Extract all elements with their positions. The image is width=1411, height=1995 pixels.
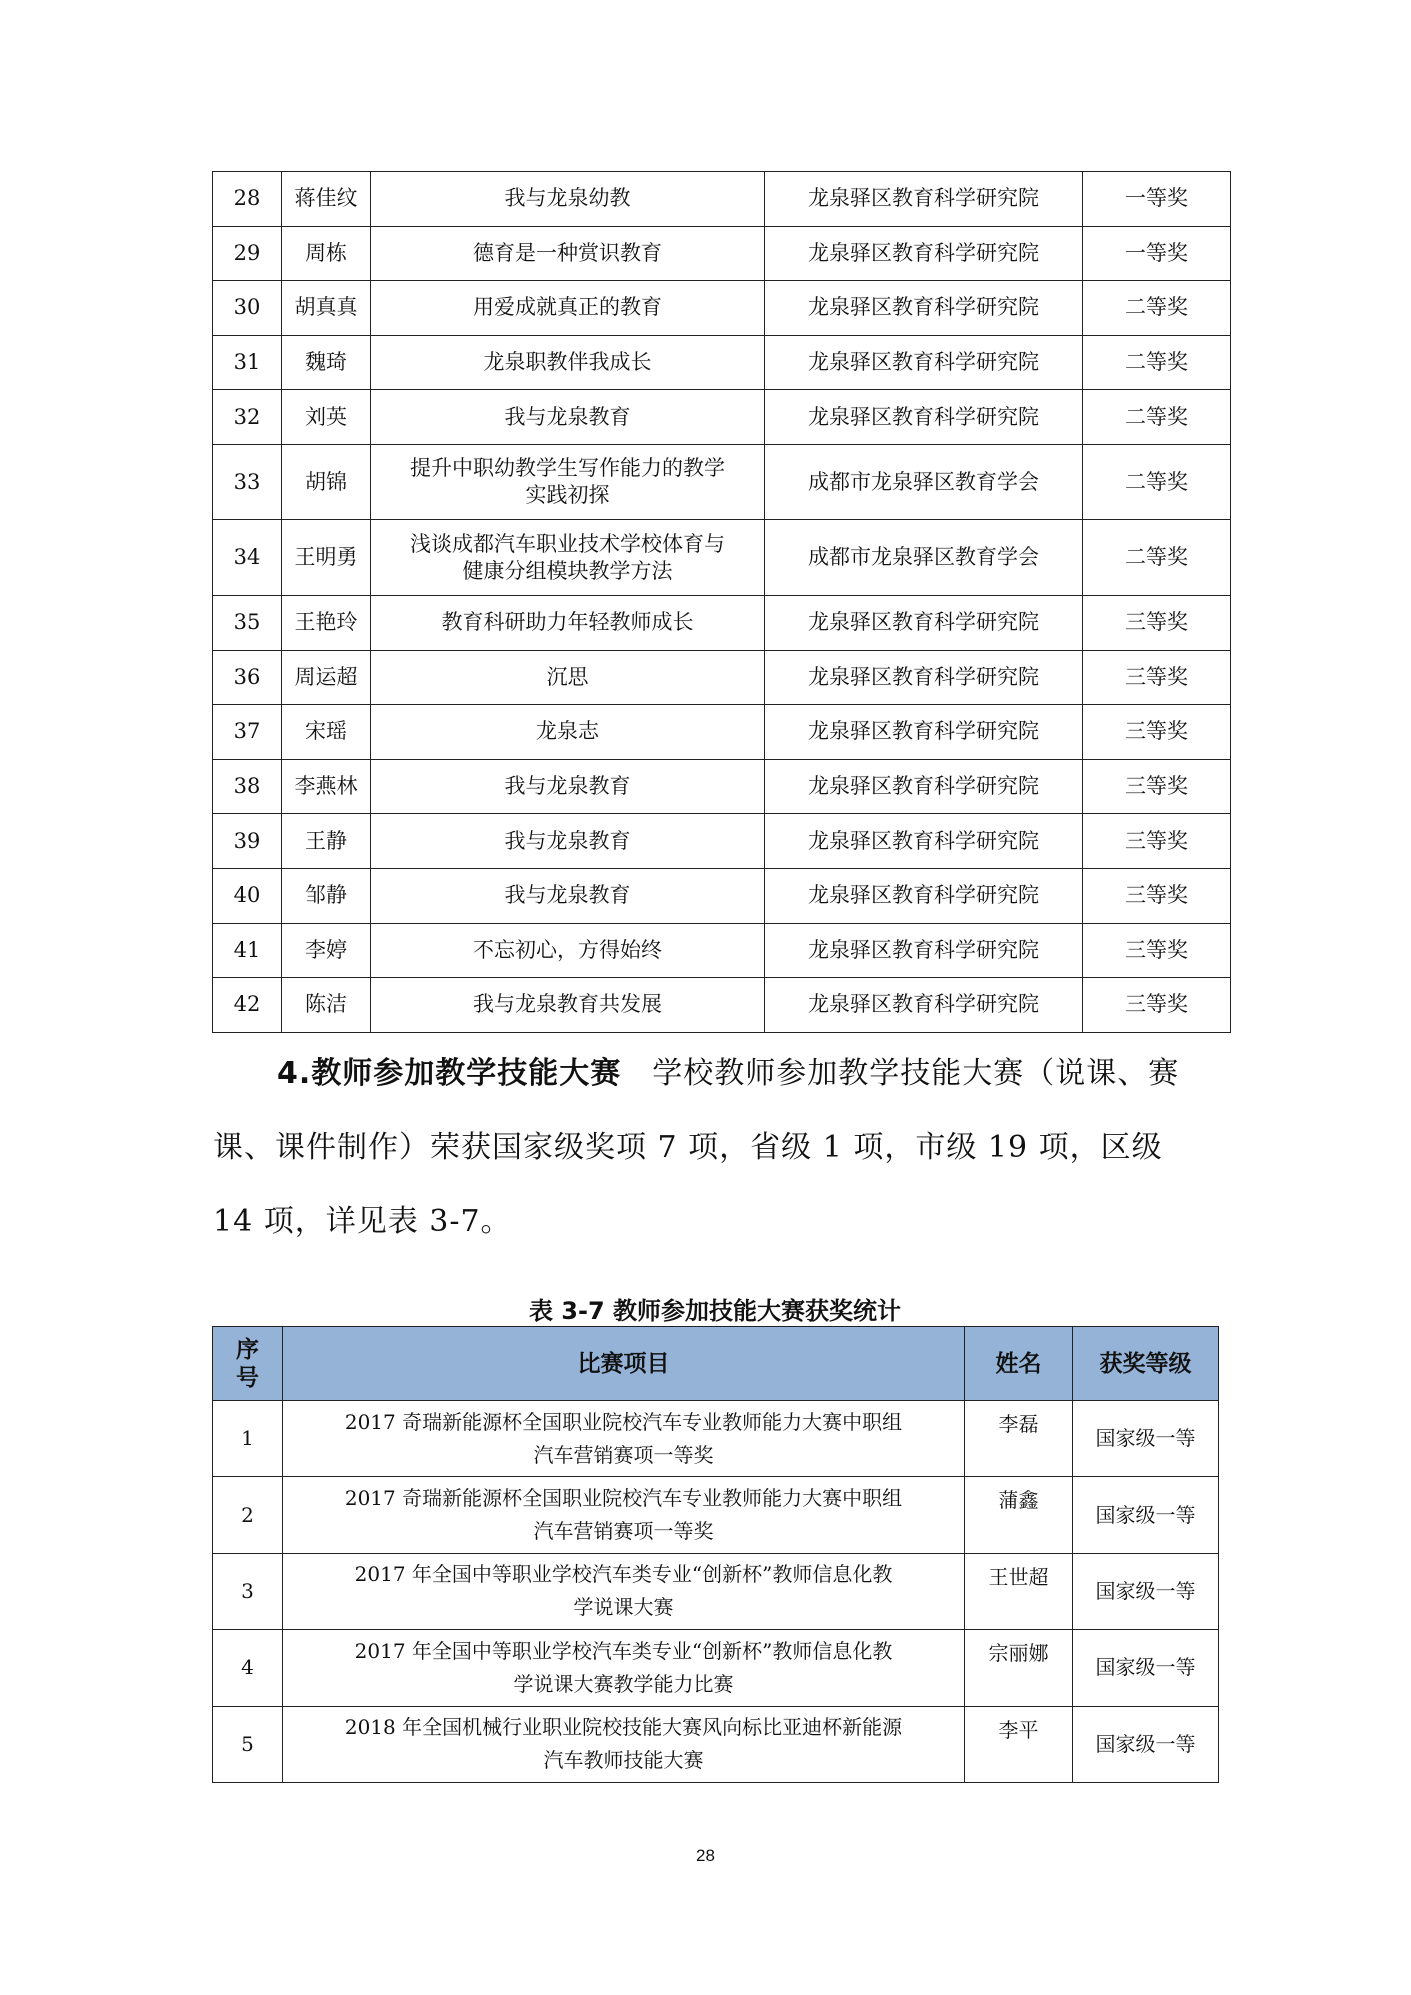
table-row — [213, 1477, 1219, 1553]
table-row — [213, 814, 1231, 869]
organizer: 龙泉驿区教育科学研究院 — [765, 281, 1083, 336]
teacher-name: 王艳玲 — [282, 595, 371, 650]
organizer: 龙泉驿区教育科学研究院 — [765, 814, 1083, 869]
row-number: 38 — [213, 759, 282, 814]
organizer: 成都市龙泉驿区教育学会 — [765, 444, 1083, 520]
table-row — [213, 444, 1231, 520]
teacher-name: 陈洁 — [282, 978, 371, 1033]
competition-project — [283, 1630, 965, 1706]
project-line: 学说课大赛教学能力比赛 — [513, 1671, 734, 1696]
section-paragraph — [213, 1037, 1213, 1259]
header-project: 比赛项目 — [283, 1327, 965, 1401]
teacher-name: 刘英 — [282, 390, 371, 445]
award-level: 三等奖 — [1083, 814, 1231, 869]
essay-title-line: 健康分组模块教学方法 — [462, 558, 673, 583]
award-level: 国家级一等 — [1073, 1553, 1219, 1629]
essay-title: 用爱成就真正的教育 — [371, 281, 765, 336]
table-row — [213, 595, 1231, 650]
teacher-name: 李婷 — [282, 923, 371, 978]
table-header-row — [213, 1327, 1219, 1401]
teacher-name: 李燕林 — [282, 759, 371, 814]
row-number: 3 — [213, 1553, 283, 1629]
table-row — [213, 868, 1231, 923]
teacher-name: 胡锦 — [282, 444, 371, 520]
row-number: 40 — [213, 868, 282, 923]
essay-title: 沉思 — [371, 650, 765, 705]
project-line: 汽车营销赛项一等奖 — [533, 1519, 714, 1544]
award-level: 三等奖 — [1083, 595, 1231, 650]
essay-title — [371, 520, 765, 596]
organizer: 成都市龙泉驿区教育学会 — [765, 520, 1083, 596]
header-number-line: 序 — [236, 1336, 259, 1363]
teacher-name: 宋瑶 — [282, 705, 371, 760]
project-line: 2017 奇瑞新能源杯全国职业院校汽车专业教师能力大赛中职组 — [344, 1486, 903, 1511]
header-number-line: 号 — [236, 1364, 259, 1391]
row-number: 31 — [213, 335, 282, 390]
competition-project — [283, 1706, 965, 1782]
teacher-name: 魏琦 — [282, 335, 371, 390]
essay-title: 龙泉职教伴我成长 — [371, 335, 765, 390]
project-line: 汽车营销赛项一等奖 — [533, 1442, 714, 1467]
essay-title: 我与龙泉教育 — [371, 868, 765, 923]
row-number: 42 — [213, 978, 282, 1033]
essay-title: 我与龙泉幼教 — [371, 172, 765, 227]
row-number: 28 — [213, 172, 282, 227]
essay-title: 我与龙泉教育 — [371, 390, 765, 445]
row-number: 5 — [213, 1706, 283, 1782]
row-number: 1 — [213, 1401, 283, 1477]
essay-title: 德育是一种赏识教育 — [371, 226, 765, 281]
organizer: 龙泉驿区教育科学研究院 — [765, 923, 1083, 978]
award-level: 三等奖 — [1083, 759, 1231, 814]
table-row — [213, 520, 1231, 596]
teacher-name: 蒋佳纹 — [282, 172, 371, 227]
essay-title: 我与龙泉教育 — [371, 814, 765, 869]
teacher-name: 李平 — [965, 1706, 1073, 1782]
essay-title — [371, 444, 765, 520]
project-line: 2018 年全国机械行业职业院校技能大赛风向标比亚迪杯新能源 — [344, 1715, 903, 1740]
award-level: 国家级一等 — [1073, 1401, 1219, 1477]
header-level: 获奖等级 — [1073, 1327, 1219, 1401]
organizer: 龙泉驿区教育科学研究院 — [765, 650, 1083, 705]
teacher-name: 李磊 — [965, 1401, 1073, 1477]
table-caption: 表 3-7 教师参加技能大赛获奖统计 — [528, 1297, 902, 1325]
table-row — [213, 390, 1231, 445]
organizer: 龙泉驿区教育科学研究院 — [765, 705, 1083, 760]
row-number: 33 — [213, 444, 282, 520]
competition-project — [283, 1401, 965, 1477]
organizer: 龙泉驿区教育科学研究院 — [765, 868, 1083, 923]
award-level: 二等奖 — [1083, 335, 1231, 390]
teacher-name: 周栋 — [282, 226, 371, 281]
essay-title: 龙泉志 — [371, 705, 765, 760]
row-number: 36 — [213, 650, 282, 705]
row-number: 34 — [213, 520, 282, 596]
essay-title-line: 实践初探 — [525, 483, 610, 508]
teacher-name: 周运超 — [282, 650, 371, 705]
organizer: 龙泉驿区教育科学研究院 — [765, 172, 1083, 227]
project-line: 学说课大赛 — [573, 1595, 674, 1620]
table-row — [213, 650, 1231, 705]
table-row — [213, 923, 1231, 978]
teacher-name: 邹静 — [282, 868, 371, 923]
row-number: 41 — [213, 923, 282, 978]
award-level: 国家级一等 — [1073, 1706, 1219, 1782]
competition-project — [283, 1553, 965, 1629]
table-row — [213, 1706, 1219, 1782]
teacher-name: 王明勇 — [282, 520, 371, 596]
row-number: 29 — [213, 226, 282, 281]
award-level: 三等奖 — [1083, 705, 1231, 760]
row-number: 35 — [213, 595, 282, 650]
project-line: 汽车教师技能大赛 — [543, 1748, 704, 1773]
table-row — [213, 759, 1231, 814]
table-row — [213, 281, 1231, 336]
row-number: 32 — [213, 390, 282, 445]
table-row — [213, 1630, 1219, 1706]
table-row — [213, 1401, 1219, 1477]
essay-title: 我与龙泉教育 — [371, 759, 765, 814]
organizer: 龙泉驿区教育科学研究院 — [765, 978, 1083, 1033]
table-row — [213, 1553, 1219, 1629]
organizer: 龙泉驿区教育科学研究院 — [765, 390, 1083, 445]
award-level: 三等奖 — [1083, 923, 1231, 978]
organizer: 龙泉驿区教育科学研究院 — [765, 595, 1083, 650]
award-level: 一等奖 — [1083, 226, 1231, 281]
project-line: 2017 年全国中等职业学校汽车类专业“创新杯”教师信息化教 — [354, 1562, 893, 1587]
organizer: 龙泉驿区教育科学研究院 — [765, 335, 1083, 390]
table-row — [213, 705, 1231, 760]
header-name: 姓名 — [965, 1327, 1073, 1401]
essay-title: 我与龙泉教育共发展 — [371, 978, 765, 1033]
section-heading: 4.教师参加教学技能大赛 — [277, 1056, 622, 1091]
essay-title-line: 提升中职幼教学生写作能力的教学 — [410, 456, 725, 481]
award-level: 三等奖 — [1083, 978, 1231, 1033]
page-number: 28 — [696, 1846, 715, 1865]
teacher-name: 王静 — [282, 814, 371, 869]
essay-title: 教育科研助力年轻教师成长 — [371, 595, 765, 650]
teacher-name: 宗丽娜 — [965, 1630, 1073, 1706]
award-table-continued — [212, 171, 1231, 1033]
award-level: 三等奖 — [1083, 650, 1231, 705]
table-row — [213, 226, 1231, 281]
award-level: 一等奖 — [1083, 172, 1231, 227]
award-level: 国家级一等 — [1073, 1630, 1219, 1706]
teacher-name: 王世超 — [965, 1553, 1073, 1629]
award-level: 二等奖 — [1083, 281, 1231, 336]
table-row — [213, 978, 1231, 1033]
table-row — [213, 172, 1231, 227]
essay-title-line: 浅谈成都汽车职业技术学校体育与 — [410, 531, 725, 556]
award-level: 二等奖 — [1083, 390, 1231, 445]
competition-project — [283, 1477, 965, 1553]
project-line: 2017 奇瑞新能源杯全国职业院校汽车专业教师能力大赛中职组 — [344, 1409, 903, 1434]
essay-title: 不忘初心，方得始终 — [371, 923, 765, 978]
award-level: 三等奖 — [1083, 868, 1231, 923]
row-number: 39 — [213, 814, 282, 869]
row-number: 37 — [213, 705, 282, 760]
row-number: 4 — [213, 1630, 283, 1706]
organizer: 龙泉驿区教育科学研究院 — [765, 226, 1083, 281]
row-number: 2 — [213, 1477, 283, 1553]
project-line: 2017 年全国中等职业学校汽车类专业“创新杯”教师信息化教 — [354, 1638, 893, 1663]
teacher-name: 蒲鑫 — [965, 1477, 1073, 1553]
header-number — [213, 1327, 283, 1401]
award-level: 国家级一等 — [1073, 1477, 1219, 1553]
skills-competition-table — [212, 1326, 1219, 1783]
row-number: 30 — [213, 281, 282, 336]
award-level: 二等奖 — [1083, 520, 1231, 596]
table-row — [213, 335, 1231, 390]
teacher-name: 胡真真 — [282, 281, 371, 336]
award-level: 二等奖 — [1083, 444, 1231, 520]
paragraph-body: 学校教师参加教学技能大赛（说课、赛课、课件制作）荣获国家级奖项 7 项，省级 1 项，市级 19 项，区级 14 项，详见表 3-7。 — [213, 1056, 1180, 1239]
organizer: 龙泉驿区教育科学研究院 — [765, 759, 1083, 814]
